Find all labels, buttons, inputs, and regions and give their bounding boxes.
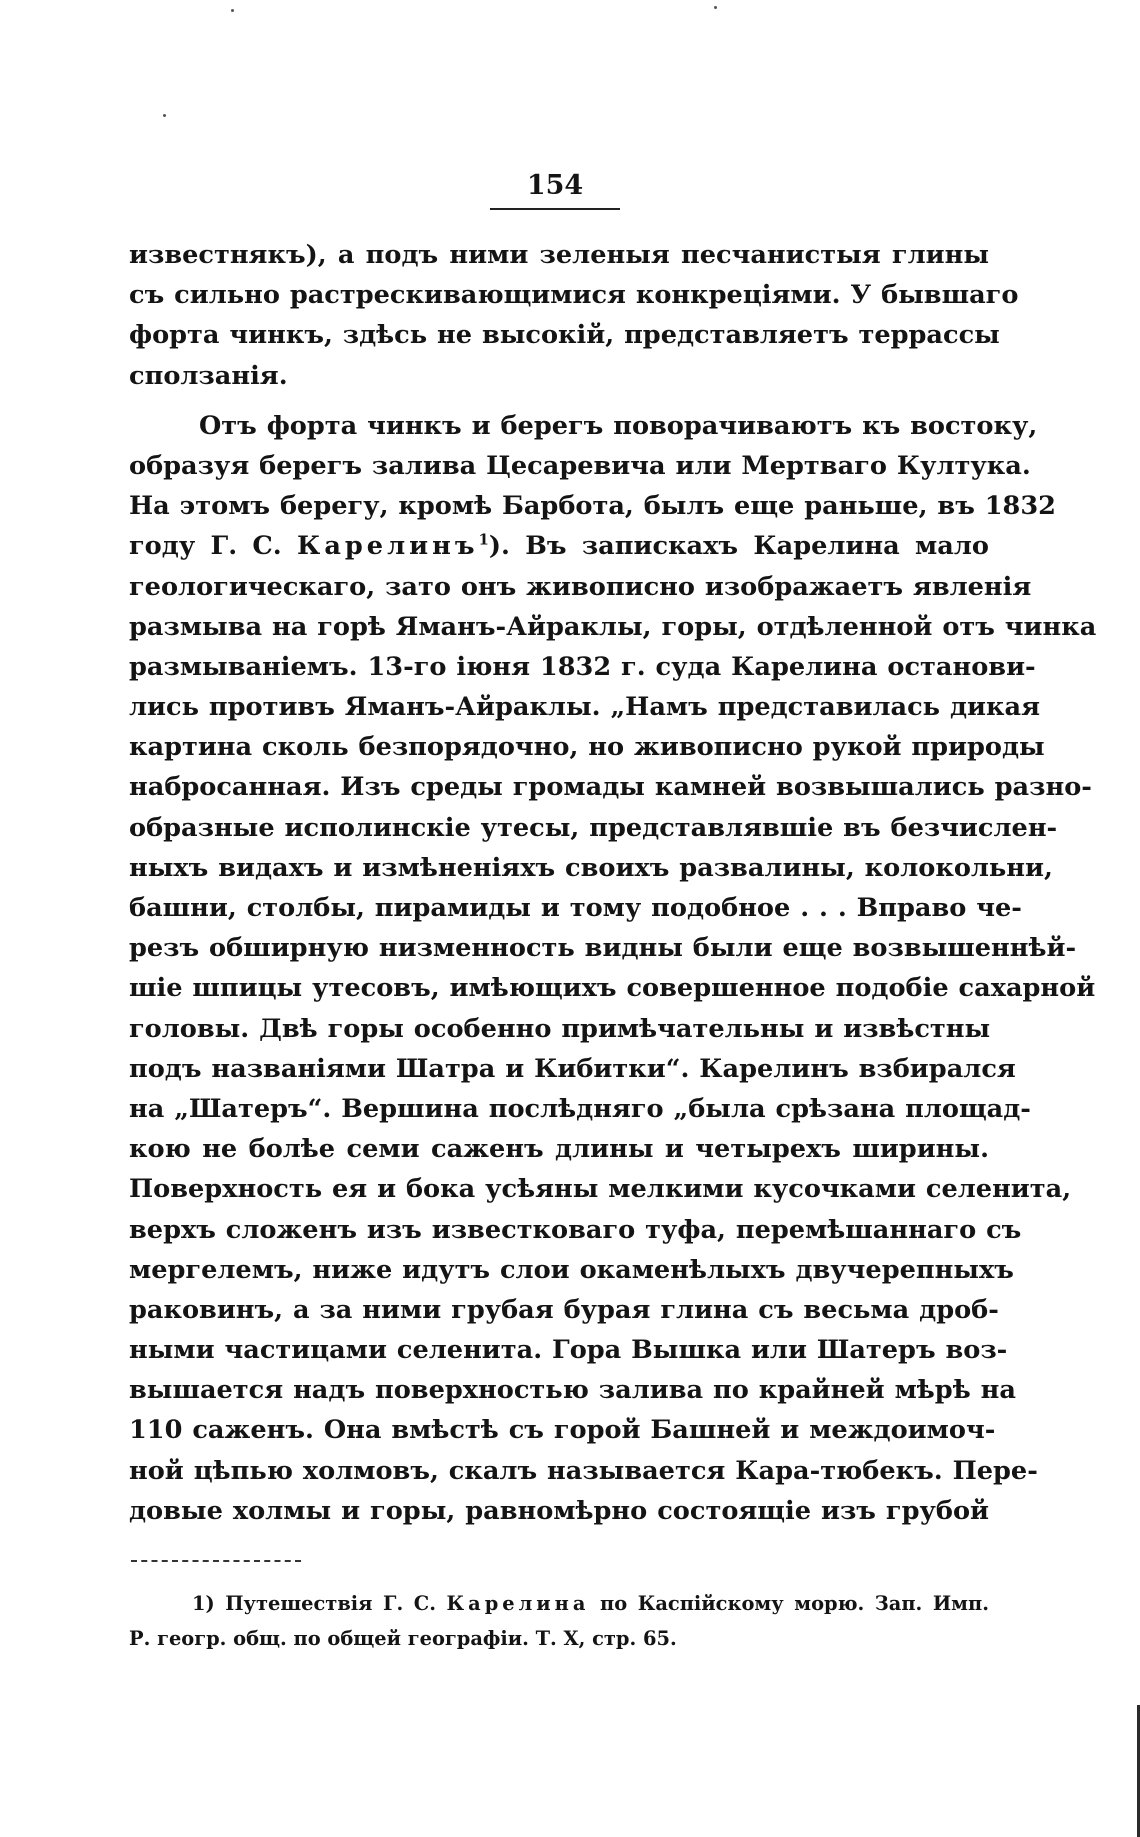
- footnote-line: Р. геогр. общ. по общей географіи. Т. X, стр. 65.: [129, 1627, 677, 1650]
- text-line: лись противъ Яманъ-Айраклы. „Намъ представилась дикая: [129, 692, 1040, 723]
- text-line: сползанія.: [129, 360, 288, 391]
- footnote-separator: [131, 1560, 301, 1562]
- text-line: ныхъ видахъ и измѣненіяхъ своихъ развалины, колокольни,: [129, 852, 1053, 883]
- text-line: образуя берегъ залива Цесаревича или Мертваго Култука.: [129, 450, 1031, 481]
- text-line: кою не болѣе семи саженъ длины и четырехъ ширины.: [129, 1134, 989, 1165]
- text-line: геологическаго, зато онъ живописно изображаетъ явленія: [129, 571, 1032, 602]
- text-line: набросанная. Изъ среды громады камней возвышались разно-: [129, 772, 1092, 803]
- text-line: головы. Двѣ горы особенно примѣчательны и извѣстны: [129, 1013, 991, 1044]
- text-line: ной цѣпью холмовъ, скалъ называется Кара-тюбекъ. Пере-: [129, 1455, 1038, 1486]
- scan-speck: [163, 114, 166, 117]
- text-line: Поверхность ея и бока усѣяны мелкими кусочками селенита,: [129, 1174, 1072, 1205]
- footnote-spaced-name: Карелина: [446, 1592, 590, 1615]
- text-line: вышается надъ поверхностью залива по крайней мѣрѣ на: [129, 1375, 1016, 1406]
- footnote-line: 1) Путешествія Г. С. Карелина по Каспійскому морю. Зап. Имп.: [192, 1592, 989, 1615]
- text-line: резъ обширную низменность видны были еще возвышеннѣй-: [129, 933, 1077, 964]
- text-line: известнякъ), а подъ ними зеленыя песчанистыя глины: [129, 240, 989, 270]
- text-line: размываніемъ. 13-го іюня 1832 г. суда Карелина останови-: [129, 651, 1036, 682]
- paragraph-first-line: Отъ форта чинкъ и берегъ поворачиваютъ къ востоку,: [199, 410, 1038, 441]
- scan-speck: [231, 9, 234, 12]
- text-line-with-footnote-ref: году Г. С. Карелинъ$^1$). Въ запискахъ Карелина мало: [129, 530, 989, 562]
- text-line: картина сколь безпорядочно, но живописно рукой природы: [129, 732, 1045, 763]
- text-line: ными частицами селенита. Гора Вышка или Шатеръ воз-: [129, 1335, 1008, 1366]
- footnote-reference: 1: [478, 530, 489, 549]
- text-line: верхъ сложенъ изъ известковаго туфа, перемѣшаннаго съ: [129, 1214, 1022, 1245]
- text-line: форта чинкъ, здѣсь не высокій, представляетъ террассы: [129, 320, 1000, 351]
- text-line: шіе шпицы утесовъ, имѣющихъ совершенное подобіе сахарной: [129, 973, 1096, 1004]
- text-line: На этомъ берегу, кромѣ Барбота, былъ еще раньше, въ 1832: [129, 491, 1056, 522]
- body-text: [129, 235, 1097, 1531]
- text-line: размыва на горѣ Яманъ-Айраклы, горы, отдѣленной отъ чинка: [129, 611, 1097, 642]
- text-line: довые холмы и горы, равномѣрно состоящіе изъ грубой: [129, 1495, 989, 1526]
- spaced-name-karelin: Карелинъ: [297, 531, 479, 562]
- scan-speck: [714, 6, 717, 9]
- text-line: на „Шатеръ“. Вершина послѣдняго „была срѣзана площад-: [129, 1093, 1031, 1124]
- text-line: 110 саженъ. Она вмѣстѣ съ горой Башней и междоимоч-: [129, 1415, 996, 1446]
- text-line: съ сильно растрескивающимися конкреціями. У бывшаго: [129, 280, 1019, 311]
- text-line: образные исполинскіе утесы, представлявшіе въ безчислен-: [129, 812, 1058, 843]
- text-line: подъ названіями Шатра и Кибитки“. Карелинъ взбирался: [129, 1053, 1016, 1084]
- text-line: башни, столбы, пирамиды и тому подобное . . . Вправо че-: [129, 893, 1022, 923]
- page-number: 154: [490, 166, 620, 210]
- footnote: [129, 1586, 989, 1656]
- text-line: мергелемъ, ниже идутъ слои окаменѣлыхъ двучерепныхъ: [129, 1254, 1014, 1285]
- text-line: раковинъ, а за ними грубая бурая глина съ весьма дроб-: [129, 1294, 999, 1325]
